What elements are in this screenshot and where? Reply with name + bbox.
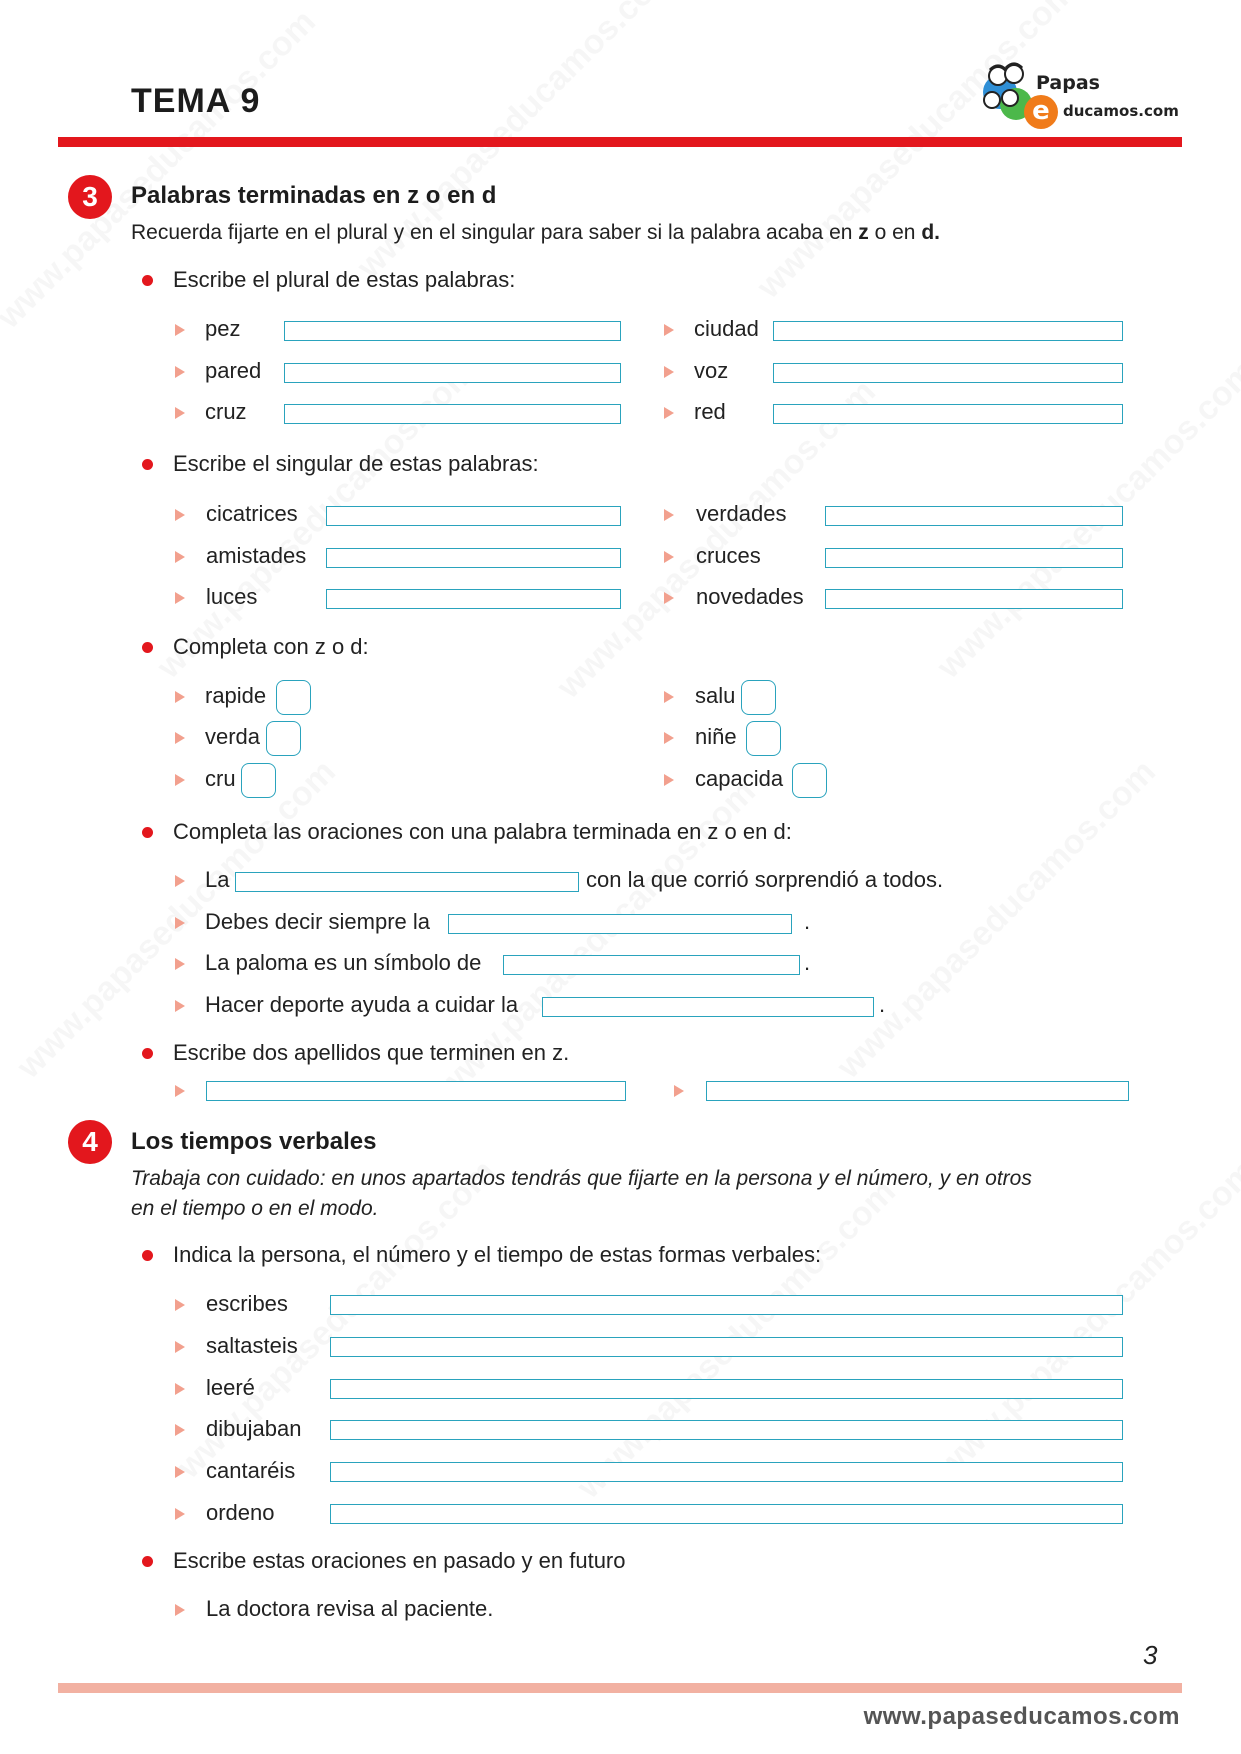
arrow-icon [664,691,674,703]
answer-field[interactable] [773,363,1123,383]
bullet-dot [142,1250,153,1261]
arrow-icon [175,1424,185,1436]
answer-field[interactable] [773,404,1123,424]
section-number-badge: 3 [68,175,112,219]
answer-field[interactable] [448,914,792,934]
bullet-dot [142,1048,153,1059]
letter-box[interactable] [241,763,276,798]
sentence-text: con la que corrió sorprendió a todos. [586,867,944,892]
answer-field[interactable] [706,1081,1129,1101]
word-item: red [694,399,726,424]
answer-field[interactable] [330,1337,1123,1357]
footer-rule [58,1683,1182,1693]
answer-field[interactable] [825,548,1123,568]
letter-box[interactable] [741,680,776,715]
answer-field[interactable] [284,404,621,424]
answer-field[interactable] [825,506,1123,526]
arrow-icon [175,774,185,786]
logo-text-bottom: ducamos.com [1063,102,1179,120]
word-item: capacida [695,766,784,791]
arrow-icon [175,1383,185,1395]
word-item: niñe [695,724,737,749]
arrow-icon [664,324,674,336]
sentence-text: La doctora revisa al paciente. [206,1596,494,1621]
exercise-label: Completa las oraciones con una palabra terminada en z o en d: [173,819,792,844]
letter-box[interactable] [746,721,781,756]
exercise-label: Escribe dos apellidos que terminen en z. [173,1040,570,1065]
sentence-text: La [205,867,230,892]
arrow-icon [175,1508,185,1520]
answer-field[interactable] [206,1081,626,1101]
arrow-icon [175,592,185,604]
arrow-icon [175,509,185,521]
word-item: pez [205,316,241,341]
word-item: ciudad [694,316,759,341]
word-item: leeré [206,1375,255,1400]
word-item: verda [205,724,261,749]
arrow-icon [175,551,185,563]
word-item: luces [206,584,258,609]
answer-field[interactable] [773,321,1123,341]
word-item: cantaréis [206,1458,296,1483]
bullet-dot [142,275,153,286]
word-item: rapide [205,683,267,708]
answer-field[interactable] [326,548,621,568]
watermark [830,753,1164,1087]
arrow-icon [175,1466,185,1478]
answer-field[interactable] [330,1420,1123,1440]
arrow-icon [175,917,185,929]
bullet-dot [142,827,153,838]
letter-box[interactable] [792,763,827,798]
exercise-label: Escribe estas oraciones en pasado y en futuro [173,1548,626,1573]
word-item: cruces [696,543,761,568]
word-item: saltasteis [206,1333,298,1358]
arrow-icon [175,1085,185,1097]
section-intro: Recuerda fijarte en el plural y en el singular para saber si la palabra acaba en z o en d. [131,221,940,244]
sentence-text: . [804,950,811,975]
word-item: novedades [696,584,804,609]
answer-field[interactable] [330,1462,1123,1482]
answer-field[interactable] [330,1504,1123,1524]
section-title: Palabras terminadas en z o en d [131,182,497,209]
logo-text-top: Papas [1036,72,1100,94]
sentence-text: La paloma es un símbolo de [205,950,482,975]
arrow-icon [175,1604,185,1616]
arrow-icon [175,1000,185,1012]
word-item: ordeno [206,1500,275,1525]
arrow-icon [674,1085,684,1097]
word-item: pared [205,358,262,383]
arrow-icon [664,509,674,521]
exercise-label: Escribe el plural de estas palabras: [173,267,516,292]
answer-field[interactable] [503,955,800,975]
answer-field[interactable] [284,321,621,341]
arrow-icon [664,774,674,786]
word-item: salu [695,683,736,708]
bullet-dot [142,459,153,470]
arrow-icon [175,732,185,744]
letter-box[interactable] [266,721,301,756]
answer-field[interactable] [235,872,579,892]
arrow-icon [175,366,185,378]
arrow-icon [664,551,674,563]
sentence-text: . [879,992,886,1017]
arrow-icon [175,691,185,703]
bullet-dot [142,1556,153,1567]
sentence-text: Hacer deporte ayuda a cuidar la [205,992,519,1017]
section-title: Los tiempos verbales [131,1128,377,1155]
word-item: dibujaban [206,1416,302,1441]
footer-url[interactable]: www.papaseducamos.com [863,1703,1180,1730]
word-item: cruz [205,399,247,424]
page-number: 3 [1143,1640,1158,1670]
word-item: voz [694,358,729,383]
section-number-badge: 4 [68,1120,112,1164]
word-item: escribes [206,1291,288,1316]
answer-field[interactable] [330,1295,1123,1315]
section-intro: Trabaja con cuidado: en unos apartados tendrás que fijarte en la persona y el número, y en otros en el tiempo o en el modo. [131,1167,1032,1220]
arrow-icon [175,1341,185,1353]
word-item: cicatrices [206,501,298,526]
answer-field[interactable] [284,363,621,383]
word-item: verdades [696,501,787,526]
arrow-icon [175,407,185,419]
page-title: TEMA 9 [131,82,261,120]
exercise-label: Escribe el singular de estas palabras: [173,451,539,476]
watermark [750,0,1084,306]
exercise-label: Completa con z o d: [173,634,369,659]
arrow-icon [175,324,185,336]
arrow-icon [664,732,674,744]
answer-field[interactable] [542,997,874,1017]
answer-field[interactable] [330,1379,1123,1399]
answer-field[interactable] [326,506,621,526]
arrow-icon [664,407,674,419]
arrow-icon [175,1299,185,1311]
arrow-icon [664,592,674,604]
answer-field[interactable] [825,589,1123,609]
word-item: cru [205,766,236,791]
arrow-icon [175,875,185,887]
header-rule [58,137,1182,147]
sentence-text: . [804,909,811,934]
arrow-icon [175,958,185,970]
bullet-dot [142,642,153,653]
exercise-label: Indica la persona, el número y el tiempo de estas formas verbales: [173,1242,822,1267]
word-item: amistades [206,543,307,568]
answer-field[interactable] [326,589,621,609]
sentence-text: Debes decir siempre la [205,909,430,934]
letter-box[interactable] [276,680,311,715]
arrow-icon [664,366,674,378]
logo-e-icon: e [1024,95,1058,129]
